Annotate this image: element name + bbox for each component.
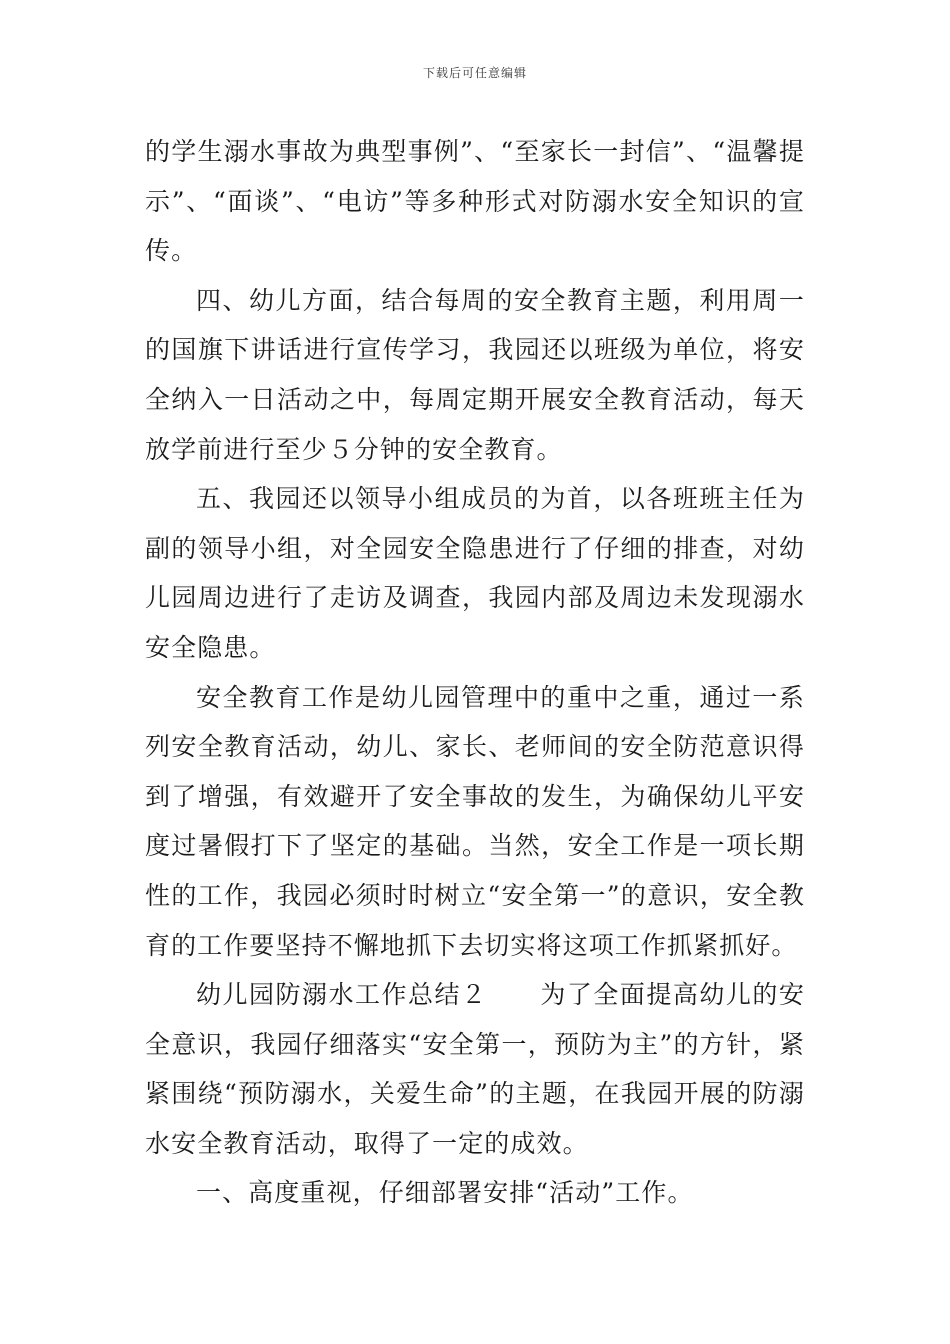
paragraph: 五、我园还以领导小组成员的为首，以各班班主任为副的领导小组，对全园安全隐患进行了仔细的排查，对幼儿园周边进行了走访及调查，我园内部及周边未发现溺水安全隐患。 (145, 484, 805, 662)
paragraph: 四、幼儿方面，结合每周的安全教育主题，利用周一的国旗下讲话进行宣传学习，我园还以班级为单位，将安全纳入一日活动之中，每周定期开展安全教育活动，每天放学前进行至少５分钟的安全教育。 (145, 285, 805, 464)
paragraph: 幼儿园防溺水工作总结２ 为了全面提高幼儿的安全意识，我园仔细落实“安全第一，预防为主”的方针，紧紧围绕“预防溺水，关爱生命”的主题，在我园开展的防溺水安全教育活动，取得了一定的成效。 (145, 980, 805, 1158)
document-body (145, 127, 805, 1218)
paragraph: 安全教育工作是幼儿园管理中的重中之重，通过一系列安全教育活动，幼儿、家长、老师间的安全防范意识得到了增强，有效避开了安全事故的发生，为确保幼儿平安度过暑假打下了坚定的基础。当然，安全工作是一项长期性的工作，我园必须时时树立“安全第一”的意识，安全教育的工作要坚持不懈地抓下去切实将这项工作抓紧抓好。 (145, 682, 805, 960)
paragraph: 一、高度重视，仔细部署安排“活动”工作。 (196, 1178, 694, 1208)
page-header-note: 下载后可任意编辑 (422, 66, 527, 80)
paragraph: 的学生溺水事故为典型事例”、“至家长一封信”、“温馨提示”、“面谈”、“电访”等多种形式对防溺水安全知识的宣传。 (145, 137, 805, 266)
